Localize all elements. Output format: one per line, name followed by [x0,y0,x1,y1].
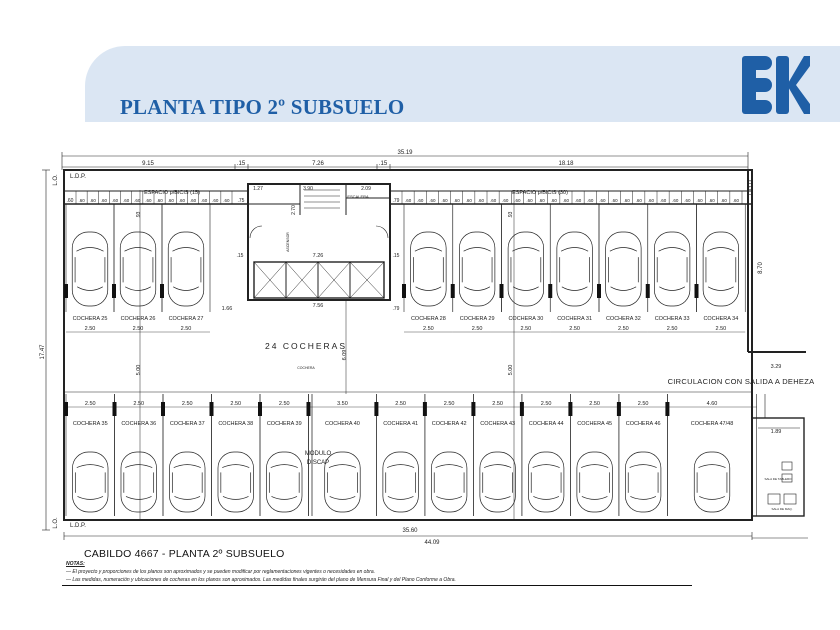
parking-space [617,394,668,516]
space-width: 2.50 [715,326,727,332]
car-icon [528,452,564,512]
space-width: 2.50 [395,401,407,407]
column [64,402,68,416]
bike-module-label: .60 [732,198,740,203]
dim-gap-a: .15 [236,161,246,167]
parking-space [112,204,162,332]
parking-space [374,394,425,516]
core-stair: ESCALERA [347,194,369,199]
bike-module-label: .60 [189,198,197,203]
ldp-top: L.D.P. [70,174,86,180]
space-label: COCHERA 42 [431,421,467,427]
space-width: 2.50 [230,401,242,407]
circulation-label: CIRCULACION CON SALIDA A DEHEZA [667,377,815,386]
note-line-1: — El proyecto y proporciones de los planos son aproximados y se pueden modificar por reglamentaciones vigentes o necesidades en obra. [66,569,376,575]
bike-module-label: .60 [111,198,119,203]
ldp-right: L.D.P. [749,179,755,195]
column [112,284,116,298]
space-width: 2.50 [180,326,192,332]
column [64,284,68,298]
parking-space [568,394,619,516]
discap-label: DISCAP [306,460,330,466]
parking-space [500,204,551,332]
brand-logo [738,54,810,116]
column [520,402,524,416]
column [568,402,572,416]
dim-left-height: 17.47 [40,344,46,360]
bike-module-label: .60 [178,198,185,203]
parking-space [597,204,648,332]
space-label: COCHERA 30 [508,316,544,322]
column [548,284,552,298]
bike-module-label: .60 [623,198,630,203]
bike-module-label: .60 [599,198,606,203]
space-width: 2.50 [423,326,434,332]
bike-module-label: .60 [156,198,163,203]
parking-space [423,394,474,516]
column [423,402,427,416]
parking-space [210,394,261,516]
bike-module-label: .60 [223,198,230,203]
car-icon [120,232,156,306]
space-label: COCHERA 37 [169,421,205,427]
dim-gap-b: .15 [378,161,388,167]
core-d15b: .15 [392,253,400,259]
dim-bottom-inner: 35.60 [402,528,418,534]
floor-plan [0,140,840,560]
space-label: COCHERA 28 [410,316,446,322]
car-icon [72,452,108,512]
space-width: 2.50 [492,401,504,407]
space-width: 2.50 [443,401,455,407]
bike-module-label: .60 [502,198,509,203]
bike-end-left: .75 [237,198,245,204]
space-label: COCHERA 32 [605,316,641,322]
bike-module-label: .60 [429,198,436,203]
bike-module-label: .60 [574,198,582,203]
bike-module-label: .60 [417,198,424,203]
notes-title: NOTAS: [66,561,85,567]
aisle-depth: 6.09 [342,349,348,361]
space-width: 2.50 [540,401,552,407]
column [617,402,621,416]
car-icon [577,452,613,512]
column [113,402,117,416]
dim-total: 35.19 [397,150,413,156]
car-icon [606,232,642,306]
column [160,284,164,298]
bike-module-label: .60 [212,198,219,203]
bikes-left-label: ESPACIO p/BICIS (15) [144,190,200,196]
core-d756: 7.56 [312,303,324,309]
space-width: 2.50 [589,401,601,407]
bike-module-label: .60 [526,198,533,203]
space-label: COCHERA 44 [528,421,564,427]
bike-module-label: .60 [123,198,130,203]
column [597,284,601,298]
room-label-maq: SALA DE MAQ. [771,507,793,511]
space-width: 2.50 [181,401,193,407]
dim-right: 18.18 [558,161,574,167]
bike-module-label: .60 [562,198,570,203]
parking-space [64,204,114,332]
column [210,402,214,416]
bike-module-label: .60 [489,198,497,203]
parking-space [451,204,502,332]
plan-caption: CABILDO 4667 - PLANTA 2º SUBSUELO [84,548,285,560]
parking-space [520,394,571,516]
parking-space [160,204,210,332]
space-label: COCHERA 25 [72,316,108,322]
lo-top: L.O. [53,174,59,186]
space-width: 2.50 [132,326,144,332]
parking-space [695,204,746,332]
bike-module-label: .60 [696,198,703,203]
bike-start-left: .60 [66,198,74,204]
page-title: PLANTA TIPO 2º SUBSUELO [120,95,405,119]
core-d390: 3.90 [303,186,313,192]
car-icon [459,232,495,306]
space-width: 2.50 [569,326,580,332]
car-icon [694,452,730,512]
bike-module-label: .60 [201,198,208,203]
space-label: COCHERA 31 [557,316,593,322]
bike-module-label: .60 [514,198,521,203]
parking-space [646,204,697,332]
bike-module-label: .60 [453,198,460,203]
bikes-right-label: ESPACIO p/BICIS (30) [512,190,568,196]
space-width: 2.50 [278,401,290,407]
space-label: COCHERA 36 [121,421,157,427]
bike-module-label: .60 [720,198,727,203]
bike-module-label: .60 [635,198,642,203]
column [402,284,406,298]
parking-space [402,204,453,332]
car-icon [383,452,419,512]
car-icon [169,452,205,512]
space-label: COCHERA 40 [325,421,360,427]
column [500,284,504,298]
spaces-count: 24 COCHERAS [265,341,347,351]
car-icon [218,452,254,512]
car-icon [654,232,690,306]
dim-left: 9.15 [142,161,154,167]
column [307,402,311,416]
caption-rule [62,585,692,586]
bike-end-right: .79 [392,198,400,204]
parking-space [64,394,115,516]
column [695,284,699,298]
parking-space [665,394,756,516]
bike-module-label: .60 [550,198,557,203]
bike-module-label: .60 [89,198,96,203]
column [665,402,669,416]
lo-bottom: L.O. [53,517,59,529]
bike-module-label: .60 [404,198,412,203]
aisle-depth-mid-left: 5.00 [136,364,142,376]
parking-space [161,394,212,516]
car-icon [508,232,544,306]
bike-module-label: .60 [78,198,85,203]
bike-module-label: .60 [672,198,679,203]
space-width: 3.50 [337,401,348,407]
bike-module-label: .60 [465,198,472,203]
bike-module-label: .60 [167,198,174,203]
space-label: COCHERA 33 [654,316,690,322]
bike-module-label: .60 [100,198,107,203]
column [161,402,165,416]
space-width: 2.50 [471,326,483,332]
core-d127: 1.27 [253,186,263,192]
car-icon [325,452,361,512]
space-label: COCHERA 38 [218,421,254,427]
core-d726: 7.26 [312,253,324,259]
car-icon [121,452,157,512]
column [258,402,262,416]
room-width: 1.89 [770,429,782,435]
aisle-depth-mid-right: 5.00 [508,364,514,376]
car-icon [266,452,302,512]
exit-width: 3.29 [770,364,782,370]
space-label: COCHERA 29 [459,316,495,322]
car-icon [480,452,516,512]
car-icon [168,232,204,306]
core-d93: .93 [136,211,142,219]
room-label-tablero: SALA DE TABLERO [764,477,792,481]
dim-bottom-total: 44.09 [424,540,440,546]
space-width: 2.50 [84,326,96,332]
bike-module-label: .60 [708,198,715,203]
modulo-label: MODULO [304,451,332,457]
space-label: COCHERA 45 [577,421,613,427]
core-d270: 2.70 [291,205,297,215]
parking-space [471,394,522,516]
column [374,402,378,416]
cochera-small: COCHERA [297,366,315,370]
dim-core: 7.26 [312,161,324,167]
space-label: COCHERA 39 [266,421,302,427]
bike-module-label: .60 [538,198,545,203]
space-label: COCHERA 35 [72,421,108,427]
parking-space [258,394,309,516]
space-label: COCHERA 34 [703,316,739,322]
car-icon [557,232,593,306]
column [451,284,455,298]
parking-space [548,204,599,332]
car-icon [411,232,447,306]
core-d15a: .15 [236,253,244,259]
core-d209: 2.09 [361,186,371,192]
space-width: 2.50 [520,326,532,332]
ldp-bottom: L.D.P. [70,523,86,529]
bike-module-label: .60 [611,198,618,203]
space-label: COCHERA 26 [120,316,156,322]
elevator-label: ASCENSOR [286,232,290,252]
space-width: 4.60 [706,401,718,407]
core-d79a: .79 [392,306,400,312]
space-label: COCHERA 43 [480,421,516,427]
space-label: COCHERA 47/48 [690,421,734,427]
space-width: 2.50 [666,326,678,332]
space-width: 2.50 [84,401,96,407]
space-width: 2.50 [133,401,145,407]
car-icon [703,232,739,306]
space-label: COCHERA 41 [383,421,419,427]
space-width: 2.50 [637,401,649,407]
parking-space [113,394,164,516]
space-label: COCHERA 27 [168,316,204,322]
core-d93b: .93 [508,211,514,219]
space-width: 2.50 [618,326,629,332]
bike-module-label: .60 [145,198,152,203]
core-d166: 1.66 [221,306,233,312]
bike-module-label: .60 [587,198,594,203]
column [471,402,475,416]
car-icon [431,452,467,512]
column [646,284,650,298]
note-line-2: — Las medidas, numeración y ubicaciones de cocheras en los planos son aproximados. Las medidas finales surgirán del plano de Mensura Final y del Plano Conforme a Obra. [66,577,456,583]
dim-right-height: 8.70 [758,262,764,274]
bike-module-label: .60 [659,198,667,203]
car-icon [72,232,108,306]
car-icon [625,452,661,512]
bike-module-label: .60 [647,198,655,203]
bike-module-label: .60 [134,198,141,203]
bike-module-label: .60 [441,198,448,203]
bike-module-label: .60 [477,198,485,203]
bike-module-label: .60 [684,198,691,203]
space-label: COCHERA 46 [625,421,661,427]
